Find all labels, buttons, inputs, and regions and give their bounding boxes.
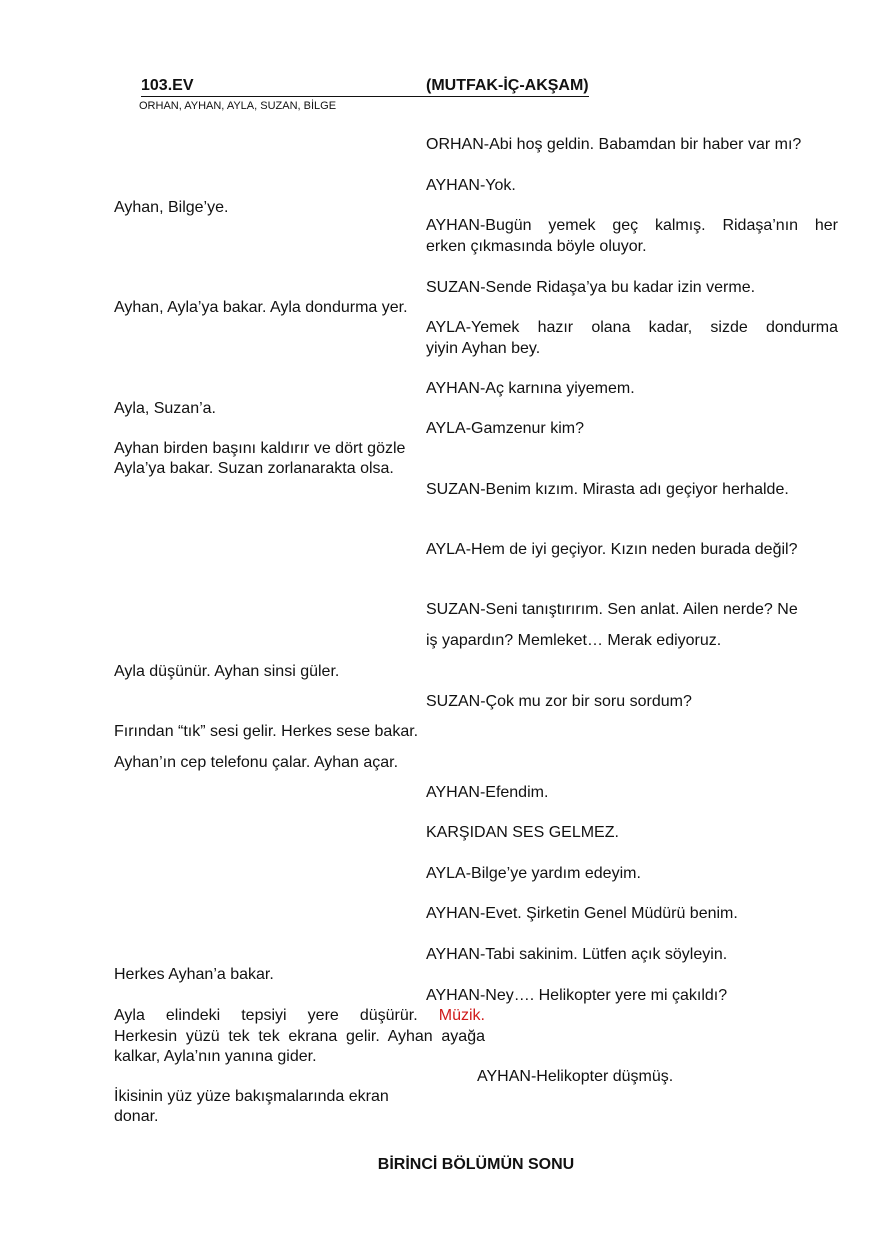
dialogue-line: AYHAN-Tabi sakinim. Lütfen açık söyleyin.: [426, 946, 728, 963]
action-line: Herkes Ayhan’a bakar.: [114, 966, 274, 983]
action-line: Ayla’ya bakar. Suzan zorlanarakta olsa.: [114, 460, 394, 477]
dialogue-line: iş yapardın? Memleket… Merak ediyoruz.: [426, 632, 722, 649]
character-list: ORHAN, AYHAN, AYLA, SUZAN, BİLGE: [139, 100, 337, 112]
dialogue-line: AYLA-Gamzenur kim?: [426, 420, 584, 437]
action-block: [114, 1006, 485, 1068]
dialogue-line: AYLA-Bilge’ye yardım edeyim.: [426, 865, 641, 882]
dialogue-line: AYLA-Hem de iyi geçiyor. Kızın neden burada değil?: [426, 541, 798, 558]
scene-number: 103.EV: [141, 76, 426, 97]
action-line: Ayhan’ın cep telefonu çalar. Ayhan açar.: [114, 754, 399, 771]
dialogue-line: SUZAN-Benim kızım. Mirasta adı geçiyor herhalde.: [426, 481, 789, 498]
episode-end-title: BİRİNCİ BÖLÜMÜN SONU: [377, 1156, 575, 1173]
dialogue-line: SUZAN-Çok mu zor bir soru sordum?: [426, 693, 692, 710]
dialogue-line: AYHAN-Helikopter düşmüş.: [477, 1068, 674, 1085]
dialogue-line: AYHAN-Aç karnına yiyemem.: [426, 380, 635, 397]
dialogue-line: AYHAN-Evet. Şirketin Genel Müdürü benim.: [426, 905, 738, 922]
dialogue-line: AYHAN-Ney…. Helikopter yere mi çakıldı?: [426, 987, 728, 1004]
scene-heading: (MUTFAK-İÇ-AKŞAM): [426, 76, 589, 97]
dialogue-block: [426, 318, 838, 359]
dialogue-line: SUZAN-Sende Ridaşa’ya bu kadar izin verme.: [426, 279, 756, 296]
action-line: Ayhan, Bilge’ye.: [114, 199, 229, 216]
action-line: donar.: [114, 1108, 159, 1125]
dialogue-block: [426, 216, 838, 257]
action-line: İkisinin yüz yüze bakışmalarında ekran: [114, 1088, 389, 1105]
dialogue-line: yiyin Ayhan bey.: [426, 339, 541, 357]
dialogue-line: AYLA-Yemek hazır olana kadar, sizde dondurma: [426, 319, 838, 336]
action-line: Ayhan, Ayla’ya bakar. Ayla dondurma yer.: [114, 299, 408, 316]
dialogue-line: AYHAN-Bugün yemek geç kalmış. Ridaşa’nın her: [426, 217, 838, 234]
action-line: Herkesin yüzü tek tek ekrana gelir. Ayhan ayağa: [114, 1027, 485, 1045]
dialogue-line: ORHAN-Abi hoş geldin. Babamdan bir haber var mı?: [426, 136, 802, 153]
music-cue: Müzik.: [438, 1007, 485, 1024]
action-line: Ayla düşünür. Ayhan sinsi güler.: [114, 663, 340, 680]
dialogue-line: erken çıkmasında böyle oluyor.: [426, 237, 647, 255]
dialogue-line: SUZAN-Seni tanıştırırım. Sen anlat. Ailen nerde? Ne: [426, 601, 798, 618]
dialogue-line: AYHAN-Efendim.: [426, 784, 549, 801]
action-text: Ayla elindeki tepsiyi yere düşürür.: [114, 1007, 418, 1024]
action-line: Fırından “tık” sesi gelir. Herkes sese bakar.: [114, 723, 419, 740]
action-line: [114, 1006, 485, 1027]
dialogue-line: AYHAN-Yok.: [426, 177, 516, 194]
action-line: Ayhan birden başını kaldırır ve dört gözle: [114, 440, 406, 457]
dialogue-line: KARŞIDAN SES GELMEZ.: [426, 824, 619, 841]
action-line: Ayla, Suzan’a.: [114, 400, 216, 417]
action-line: kalkar, Ayla’nın yanına gider.: [114, 1048, 317, 1065]
